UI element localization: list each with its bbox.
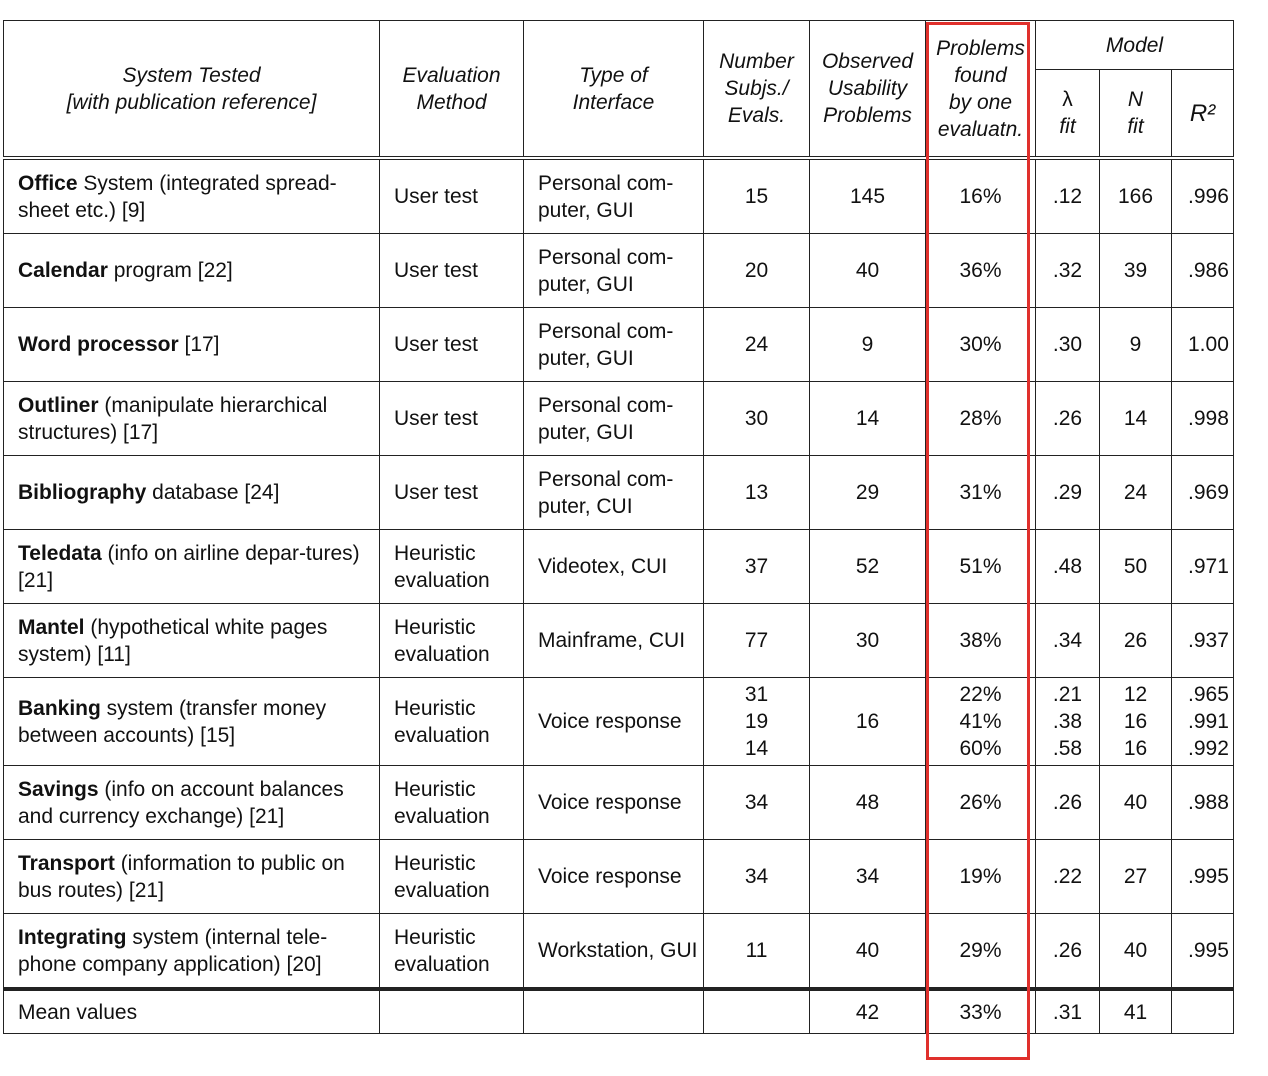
subjects-cell bbox=[704, 678, 810, 766]
system-cell bbox=[4, 234, 380, 308]
n-fit-cell: 24 bbox=[1100, 456, 1172, 530]
header-lambda-symbol: λ bbox=[1062, 88, 1073, 111]
n-fit-cell: 166 bbox=[1100, 158, 1172, 234]
observed-cell: 40 bbox=[810, 234, 926, 308]
method-cell: User test bbox=[380, 234, 524, 308]
empty-cell bbox=[380, 989, 524, 1034]
system-desc: (manipulate hierarchical structures) [17] bbox=[18, 393, 328, 444]
subjects-cell: 37 bbox=[704, 530, 810, 604]
system-cell bbox=[4, 604, 380, 678]
mean-percent: 33% bbox=[926, 989, 1036, 1034]
system-desc: system (transfer money between accounts) [15] bbox=[18, 696, 327, 747]
system-desc: (info on airline depar-tures) [21] bbox=[18, 541, 360, 592]
system-name: Banking bbox=[18, 696, 101, 720]
header-prob-line3: by one bbox=[948, 90, 1013, 114]
system-desc: database [24] bbox=[146, 481, 280, 504]
table-row bbox=[4, 766, 1234, 840]
r2-cell: .988 bbox=[1172, 766, 1234, 840]
subjects-cell: 20 bbox=[704, 234, 810, 308]
table-row bbox=[4, 530, 1234, 604]
r2-value: .992 bbox=[1188, 737, 1229, 760]
interface-cell: Voice response bbox=[524, 840, 704, 914]
lambda-value: .58 bbox=[1052, 737, 1083, 760]
header-interface-type bbox=[524, 21, 704, 159]
percent-cell: 31% bbox=[926, 456, 1036, 530]
system-name: Mantel bbox=[18, 615, 85, 639]
lambda-cell: .26 bbox=[1036, 382, 1100, 456]
interface-cell: Workstation, GUI bbox=[524, 914, 704, 990]
header-r-squared: R² bbox=[1172, 70, 1234, 159]
results-table-container bbox=[3, 20, 1233, 1034]
lambda-cell: .32 bbox=[1036, 234, 1100, 308]
r2-cell: 1.00 bbox=[1172, 308, 1234, 382]
interface-cell: Personal com-puter, GUI bbox=[524, 234, 704, 308]
system-cell bbox=[4, 678, 380, 766]
n-fit-cell: 40 bbox=[1100, 766, 1172, 840]
empty-cell bbox=[1172, 989, 1234, 1034]
system-desc: system (internal tele-phone company application) [20] bbox=[18, 925, 328, 976]
observed-cell: 14 bbox=[810, 382, 926, 456]
percent-cell: 36% bbox=[926, 234, 1036, 308]
method-cell: Heuristic evaluation bbox=[380, 840, 524, 914]
table-row bbox=[4, 308, 1234, 382]
header-system-tested bbox=[4, 21, 380, 159]
system-name: Calendar bbox=[18, 259, 108, 282]
observed-cell: 145 bbox=[810, 158, 926, 234]
header-subj-line1: Number bbox=[719, 50, 794, 73]
system-cell bbox=[4, 456, 380, 530]
percent-cell: 51% bbox=[926, 530, 1036, 604]
subjects-cell: 77 bbox=[704, 604, 810, 678]
table-row bbox=[4, 840, 1234, 914]
r2-cell: .995 bbox=[1172, 840, 1234, 914]
subjects-cell: 13 bbox=[704, 456, 810, 530]
percent-cell: 19% bbox=[926, 840, 1036, 914]
usability-results-table bbox=[3, 20, 1234, 1034]
n-fit-cell: 27 bbox=[1100, 840, 1172, 914]
table-row bbox=[4, 604, 1234, 678]
percent-cell bbox=[926, 678, 1036, 766]
header-subj-line2: Subjs./ bbox=[724, 77, 789, 100]
table-row bbox=[4, 914, 1234, 990]
percent-value: 22% bbox=[959, 683, 1002, 706]
lambda-cell: .22 bbox=[1036, 840, 1100, 914]
observed-cell: 9 bbox=[810, 308, 926, 382]
n-fit-value: 16 bbox=[1123, 710, 1148, 733]
subjects-value: 31 bbox=[744, 683, 769, 706]
subjects-cell: 34 bbox=[704, 840, 810, 914]
subjects-cell: 30 bbox=[704, 382, 810, 456]
system-name: Teledata bbox=[18, 541, 102, 565]
subjects-cell: 11 bbox=[704, 914, 810, 990]
r2-cell bbox=[1172, 678, 1234, 766]
lambda-cell: .12 bbox=[1036, 158, 1100, 234]
percent-cell: 28% bbox=[926, 382, 1036, 456]
r2-value: .991 bbox=[1188, 710, 1229, 733]
system-name: Savings bbox=[18, 777, 99, 801]
mean-n-fit: 41 bbox=[1100, 989, 1172, 1034]
percent-value: 41% bbox=[959, 710, 1002, 733]
system-name: Integrating bbox=[18, 925, 127, 949]
lambda-cell: .48 bbox=[1036, 530, 1100, 604]
n-fit-cell: 14 bbox=[1100, 382, 1172, 456]
header-iface-line1: Type of bbox=[579, 63, 648, 87]
mean-lambda: .31 bbox=[1036, 989, 1100, 1034]
r2-cell: .969 bbox=[1172, 456, 1234, 530]
header-problems-found bbox=[926, 21, 1036, 159]
system-desc: [17] bbox=[178, 333, 220, 356]
observed-cell: 29 bbox=[810, 456, 926, 530]
system-name: Word processor bbox=[18, 333, 179, 356]
system-name: Outliner bbox=[18, 393, 99, 417]
header-obs-line2: Usability bbox=[827, 77, 908, 100]
n-fit-value: 12 bbox=[1123, 683, 1148, 706]
percent-cell: 29% bbox=[926, 914, 1036, 990]
header-n-symbol: N bbox=[1127, 88, 1144, 111]
system-cell bbox=[4, 308, 380, 382]
interface-cell: Personal com-puter, CUI bbox=[524, 456, 704, 530]
percent-cell: 38% bbox=[926, 604, 1036, 678]
header-obs-line3: Problems bbox=[823, 104, 912, 127]
percent-value: 60% bbox=[959, 737, 1002, 760]
percent-cell: 30% bbox=[926, 308, 1036, 382]
header-prob-line2: found bbox=[954, 63, 1007, 87]
percent-cell: 26% bbox=[926, 766, 1036, 840]
percent-cell: 16% bbox=[926, 158, 1036, 234]
n-fit-cell: 9 bbox=[1100, 308, 1172, 382]
lambda-value: .38 bbox=[1052, 710, 1083, 733]
header-lambda-fit bbox=[1036, 70, 1100, 159]
table-row-banking bbox=[4, 678, 1234, 766]
header-number-subjects bbox=[704, 21, 810, 159]
lambda-cell: .34 bbox=[1036, 604, 1100, 678]
system-desc: (information to public on bus routes) [21] bbox=[18, 851, 345, 902]
system-desc: (info on account balances and currency exchange) [21] bbox=[18, 777, 344, 828]
method-cell: Heuristic evaluation bbox=[380, 604, 524, 678]
system-cell bbox=[4, 530, 380, 604]
r2-value: .965 bbox=[1188, 683, 1229, 706]
system-cell bbox=[4, 840, 380, 914]
lambda-cell: .30 bbox=[1036, 308, 1100, 382]
r2-cell: .937 bbox=[1172, 604, 1234, 678]
lambda-value: .21 bbox=[1052, 683, 1083, 706]
n-fit-cell: 26 bbox=[1100, 604, 1172, 678]
table-body bbox=[4, 158, 1234, 1034]
header-system-line1: System Tested bbox=[122, 63, 261, 87]
table-row bbox=[4, 382, 1234, 456]
header-system-line2: [with publication reference] bbox=[66, 90, 317, 114]
header-n-fit-label: fit bbox=[1127, 115, 1144, 138]
method-cell: Heuristic evaluation bbox=[380, 530, 524, 604]
header-prob-line4: evaluatn. bbox=[937, 117, 1024, 141]
system-cell bbox=[4, 766, 380, 840]
header-n-fit bbox=[1100, 70, 1172, 159]
n-fit-cell: 50 bbox=[1100, 530, 1172, 604]
header-model: Model bbox=[1036, 21, 1234, 70]
header-evaluation-method bbox=[380, 21, 524, 159]
n-fit-cell: 40 bbox=[1100, 914, 1172, 990]
n-fit-cell bbox=[1100, 678, 1172, 766]
empty-cell bbox=[704, 989, 810, 1034]
mean-observed: 42 bbox=[810, 989, 926, 1034]
r2-cell: .971 bbox=[1172, 530, 1234, 604]
subjects-cell: 34 bbox=[704, 766, 810, 840]
observed-cell: 40 bbox=[810, 914, 926, 990]
r2-cell: .998 bbox=[1172, 382, 1234, 456]
subjects-cell: 15 bbox=[704, 158, 810, 234]
observed-cell: 30 bbox=[810, 604, 926, 678]
method-cell: Heuristic evaluation bbox=[380, 766, 524, 840]
r2-cell: .996 bbox=[1172, 158, 1234, 234]
table-row-mean bbox=[4, 989, 1234, 1034]
table-row bbox=[4, 234, 1234, 308]
method-cell: User test bbox=[380, 308, 524, 382]
r2-cell: .986 bbox=[1172, 234, 1234, 308]
n-fit-value: 16 bbox=[1123, 737, 1148, 760]
system-cell bbox=[4, 158, 380, 234]
system-desc: (hypothetical white pages system) [11] bbox=[18, 615, 328, 666]
system-desc: program [22] bbox=[107, 259, 233, 282]
lambda-cell: .26 bbox=[1036, 914, 1100, 990]
table-row bbox=[4, 456, 1234, 530]
system-cell bbox=[4, 382, 380, 456]
interface-cell: Mainframe, CUI bbox=[524, 604, 704, 678]
system-desc: System (integrated spread-sheet etc.) [9] bbox=[18, 171, 337, 222]
header-lambda-fit-label: fit bbox=[1059, 115, 1076, 138]
observed-cell: 34 bbox=[810, 840, 926, 914]
method-cell: User test bbox=[380, 382, 524, 456]
system-name: Office bbox=[18, 171, 78, 195]
n-fit-cell: 39 bbox=[1100, 234, 1172, 308]
observed-cell: 48 bbox=[810, 766, 926, 840]
header-subj-line3: Evals. bbox=[727, 104, 786, 127]
lambda-cell bbox=[1036, 678, 1100, 766]
system-name: Transport bbox=[18, 851, 115, 875]
header-obs-line1: Observed bbox=[821, 50, 914, 73]
empty-cell bbox=[524, 989, 704, 1034]
table-header bbox=[4, 21, 1234, 159]
method-cell: Heuristic evaluation bbox=[380, 678, 524, 766]
interface-cell: Videotex, CUI bbox=[524, 530, 704, 604]
header-prob-line1: Problems bbox=[936, 36, 1025, 60]
subjects-cell: 24 bbox=[704, 308, 810, 382]
interface-cell: Voice response bbox=[524, 678, 704, 766]
mean-label: Mean values bbox=[4, 989, 380, 1034]
interface-cell: Personal com-puter, GUI bbox=[524, 158, 704, 234]
lambda-cell: .29 bbox=[1036, 456, 1100, 530]
lambda-cell: .26 bbox=[1036, 766, 1100, 840]
subjects-value: 14 bbox=[744, 737, 769, 760]
r2-cell: .995 bbox=[1172, 914, 1234, 990]
method-cell: User test bbox=[380, 456, 524, 530]
system-name: Bibliography bbox=[18, 481, 147, 504]
method-cell: Heuristic evaluation bbox=[380, 914, 524, 990]
header-iface-line2: Interface bbox=[572, 90, 655, 114]
header-method-line1: Evaluation bbox=[402, 63, 501, 87]
header-observed-problems bbox=[810, 21, 926, 159]
method-cell: User test bbox=[380, 158, 524, 234]
observed-cell: 16 bbox=[810, 678, 926, 766]
system-cell bbox=[4, 914, 380, 990]
interface-cell: Voice response bbox=[524, 766, 704, 840]
header-method-line2: Method bbox=[416, 90, 487, 114]
interface-cell: Personal com-puter, GUI bbox=[524, 308, 704, 382]
interface-cell: Personal com-puter, GUI bbox=[524, 382, 704, 456]
subjects-value: 19 bbox=[744, 710, 769, 733]
table-row bbox=[4, 158, 1234, 234]
observed-cell: 52 bbox=[810, 530, 926, 604]
